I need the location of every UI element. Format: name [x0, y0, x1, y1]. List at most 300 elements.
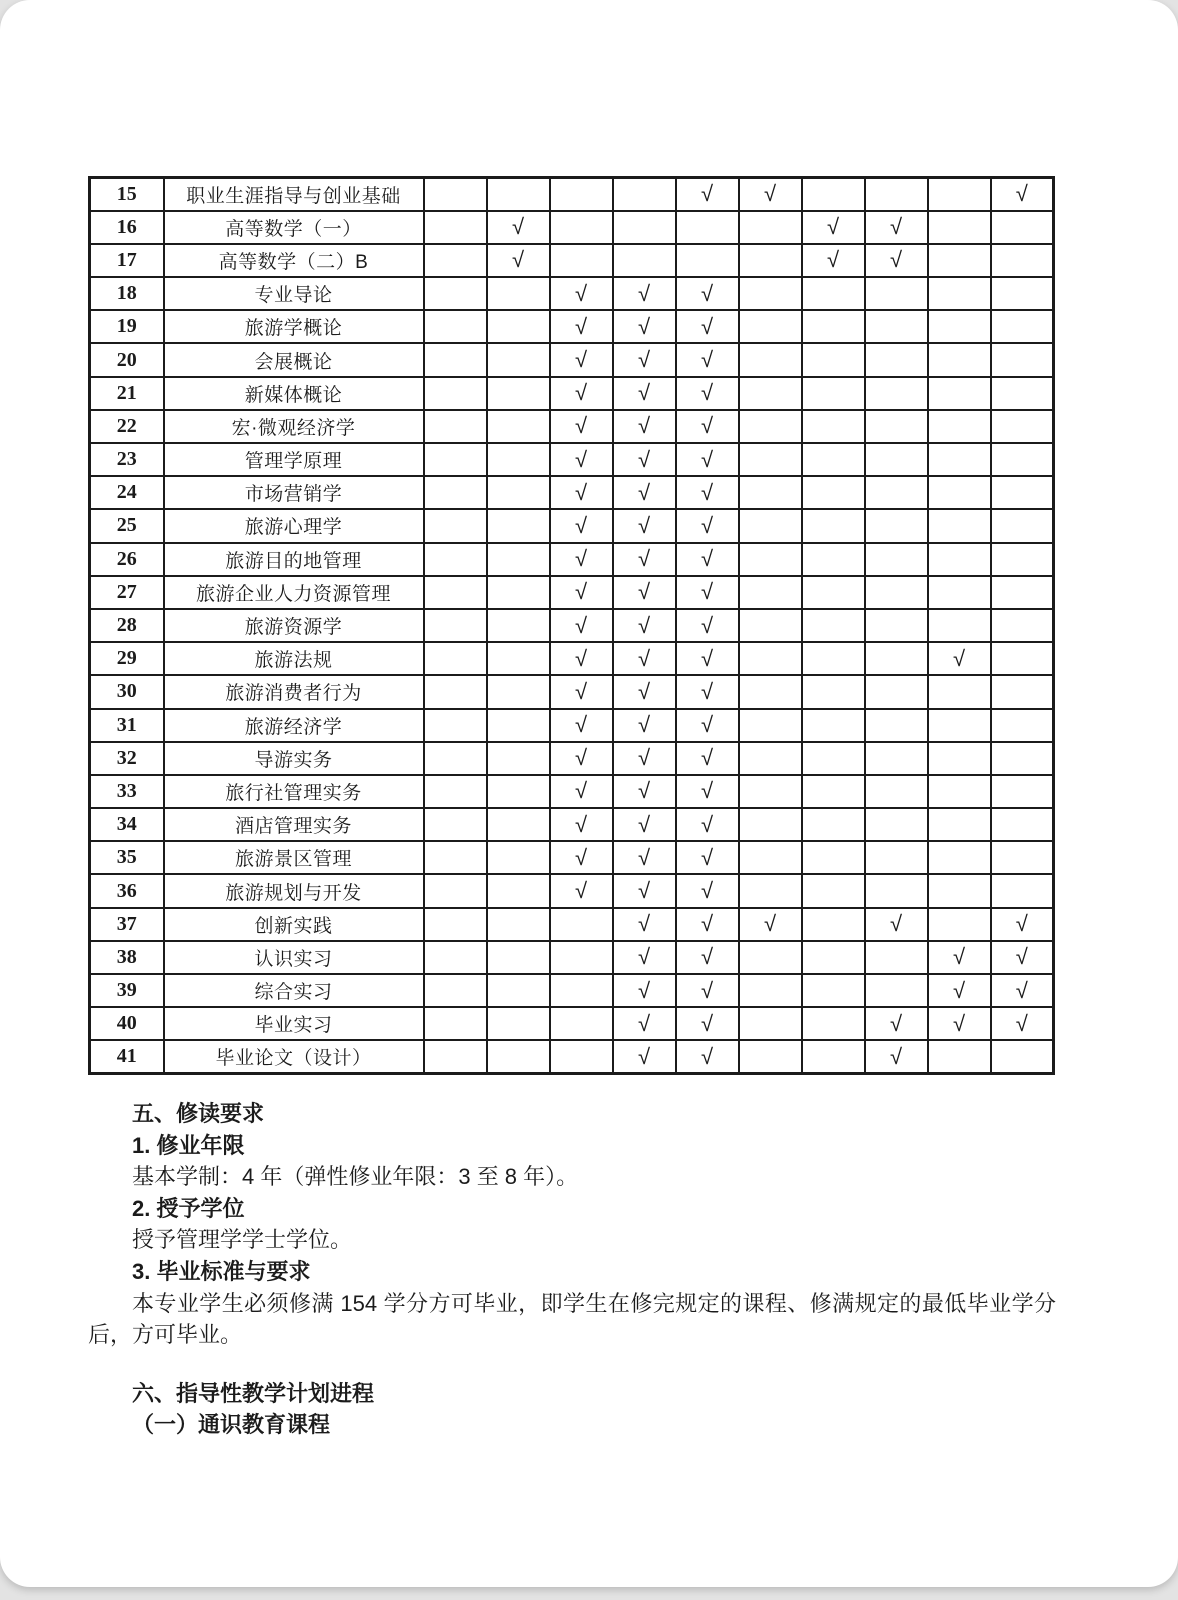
empty-cell	[928, 277, 991, 310]
checkmark-cell: √	[613, 742, 676, 775]
section6-sub1-heading: （一）通识教育课程	[132, 1412, 331, 1438]
course-number-cell: 30	[90, 675, 164, 708]
checkmark-cell: √	[676, 874, 739, 907]
empty-cell	[928, 908, 991, 941]
empty-cell	[739, 609, 802, 642]
course-number-cell: 23	[90, 443, 164, 476]
empty-cell	[928, 343, 991, 376]
empty-cell	[424, 410, 487, 443]
empty-cell	[802, 1040, 865, 1073]
course-name-cell: 毕业论文（设计）	[164, 1040, 424, 1073]
empty-cell	[991, 576, 1054, 609]
empty-cell	[487, 709, 550, 742]
checkmark-cell: √	[928, 642, 991, 675]
empty-cell	[991, 742, 1054, 775]
checkmark-cell: √	[613, 277, 676, 310]
empty-cell	[928, 244, 991, 277]
course-number-cell: 20	[90, 343, 164, 376]
empty-cell	[739, 244, 802, 277]
empty-cell	[802, 974, 865, 1007]
checkmark-cell: √	[613, 1040, 676, 1073]
section6-heading: 六、指导性教学计划进程	[132, 1380, 375, 1406]
empty-cell	[739, 1040, 802, 1073]
checkmark-cell: √	[676, 974, 739, 1007]
empty-cell	[487, 576, 550, 609]
empty-cell	[550, 1040, 613, 1073]
empty-cell	[424, 211, 487, 244]
table-row	[90, 642, 1054, 675]
empty-cell	[991, 1040, 1054, 1073]
empty-cell	[739, 808, 802, 841]
checkmark-cell: √	[550, 476, 613, 509]
checkmark-cell: √	[550, 277, 613, 310]
empty-cell	[802, 410, 865, 443]
course-number-cell: 37	[90, 908, 164, 941]
empty-cell	[802, 377, 865, 410]
empty-cell	[739, 941, 802, 974]
item1-study-years-heading: 1. 修业年限	[132, 1132, 245, 1158]
empty-cell	[802, 908, 865, 941]
course-name-cell: 市场营销学	[164, 476, 424, 509]
empty-cell	[487, 974, 550, 1007]
empty-cell	[487, 543, 550, 576]
empty-cell	[928, 211, 991, 244]
course-name-cell: 旅游经济学	[164, 709, 424, 742]
checkmark-cell: √	[802, 211, 865, 244]
requirements-section	[88, 1098, 1056, 1441]
checkmark-cell: √	[613, 443, 676, 476]
checkmark-cell: √	[676, 1040, 739, 1073]
empty-cell	[739, 343, 802, 376]
course-number-cell: 40	[90, 1007, 164, 1040]
table-row	[90, 941, 1054, 974]
empty-cell	[613, 211, 676, 244]
course-name-cell: 旅游目的地管理	[164, 543, 424, 576]
empty-cell	[865, 974, 928, 1007]
checkmark-cell: √	[865, 1040, 928, 1073]
course-name-cell: 旅游消费者行为	[164, 675, 424, 708]
course-number-cell: 33	[90, 775, 164, 808]
empty-cell	[802, 609, 865, 642]
empty-cell	[802, 808, 865, 841]
empty-cell	[865, 476, 928, 509]
checkmark-cell: √	[550, 642, 613, 675]
table-row	[90, 874, 1054, 907]
empty-cell	[802, 742, 865, 775]
empty-cell	[991, 476, 1054, 509]
empty-cell	[928, 178, 991, 211]
checkmark-cell: √	[865, 908, 928, 941]
empty-cell	[991, 343, 1054, 376]
course-table-body	[90, 178, 1054, 1074]
curriculum-table-wrap	[88, 176, 1055, 1075]
empty-cell	[865, 808, 928, 841]
checkmark-cell: √	[676, 476, 739, 509]
checkmark-cell: √	[676, 343, 739, 376]
empty-cell	[487, 178, 550, 211]
empty-cell	[865, 775, 928, 808]
checkmark-cell: √	[550, 841, 613, 874]
checkmark-cell: √	[991, 974, 1054, 1007]
empty-cell	[739, 874, 802, 907]
empty-cell	[991, 509, 1054, 542]
empty-cell	[739, 410, 802, 443]
empty-cell	[802, 675, 865, 708]
checkmark-cell: √	[613, 609, 676, 642]
checkmark-cell: √	[676, 908, 739, 941]
table-row	[90, 509, 1054, 542]
empty-cell	[424, 841, 487, 874]
empty-cell	[424, 277, 487, 310]
empty-cell	[739, 576, 802, 609]
course-name-cell: 毕业实习	[164, 1007, 424, 1040]
course-number-cell: 26	[90, 543, 164, 576]
empty-cell	[550, 974, 613, 1007]
table-row	[90, 775, 1054, 808]
checkmark-cell: √	[550, 410, 613, 443]
course-name-cell: 专业导论	[164, 277, 424, 310]
checkmark-cell: √	[550, 509, 613, 542]
table-row	[90, 1007, 1054, 1040]
empty-cell	[424, 244, 487, 277]
empty-cell	[928, 1040, 991, 1073]
empty-cell	[928, 543, 991, 576]
table-row	[90, 476, 1054, 509]
checkmark-cell: √	[550, 775, 613, 808]
checkmark-cell: √	[550, 576, 613, 609]
course-name-cell: 综合实习	[164, 974, 424, 1007]
table-row	[90, 609, 1054, 642]
empty-cell	[487, 609, 550, 642]
empty-cell	[550, 178, 613, 211]
checkmark-cell: √	[613, 576, 676, 609]
course-name-cell: 酒店管理实务	[164, 808, 424, 841]
checkmark-cell: √	[928, 941, 991, 974]
checkmark-cell: √	[991, 908, 1054, 941]
empty-cell	[613, 178, 676, 211]
course-number-cell: 25	[90, 509, 164, 542]
course-number-cell: 28	[90, 609, 164, 642]
empty-cell	[424, 642, 487, 675]
empty-cell	[802, 576, 865, 609]
empty-cell	[424, 874, 487, 907]
course-name-cell: 高等数学（二）B	[164, 244, 424, 277]
empty-cell	[865, 642, 928, 675]
empty-cell	[928, 709, 991, 742]
empty-cell	[676, 244, 739, 277]
course-number-cell: 29	[90, 642, 164, 675]
checkmark-cell: √	[550, 609, 613, 642]
empty-cell	[802, 841, 865, 874]
empty-cell	[865, 543, 928, 576]
empty-cell	[487, 841, 550, 874]
empty-cell	[487, 1040, 550, 1073]
checkmark-cell: √	[550, 675, 613, 708]
empty-cell	[487, 1007, 550, 1040]
empty-cell	[865, 509, 928, 542]
empty-cell	[550, 941, 613, 974]
empty-cell	[676, 211, 739, 244]
empty-cell	[487, 277, 550, 310]
checkmark-cell: √	[550, 874, 613, 907]
empty-cell	[928, 841, 991, 874]
checkmark-cell: √	[676, 709, 739, 742]
empty-cell	[550, 908, 613, 941]
course-name-cell: 旅游企业人力资源管理	[164, 576, 424, 609]
table-row	[90, 974, 1054, 1007]
checkmark-cell: √	[676, 443, 739, 476]
empty-cell	[739, 642, 802, 675]
empty-cell	[802, 642, 865, 675]
empty-cell	[865, 310, 928, 343]
empty-cell	[613, 244, 676, 277]
course-name-cell: 新媒体概论	[164, 377, 424, 410]
empty-cell	[739, 775, 802, 808]
table-row	[90, 277, 1054, 310]
course-number-cell: 17	[90, 244, 164, 277]
empty-cell	[865, 675, 928, 708]
table-row	[90, 808, 1054, 841]
checkmark-cell: √	[676, 377, 739, 410]
empty-cell	[802, 476, 865, 509]
empty-cell	[739, 310, 802, 343]
checkmark-cell: √	[802, 244, 865, 277]
checkmark-cell: √	[865, 244, 928, 277]
course-name-cell: 旅游法规	[164, 642, 424, 675]
empty-cell	[739, 443, 802, 476]
checkmark-cell: √	[550, 742, 613, 775]
empty-cell	[928, 509, 991, 542]
checkmark-cell: √	[739, 178, 802, 211]
course-number-cell: 18	[90, 277, 164, 310]
empty-cell	[424, 675, 487, 708]
empty-cell	[991, 543, 1054, 576]
course-name-cell: 管理学原理	[164, 443, 424, 476]
table-row	[90, 1040, 1054, 1073]
empty-cell	[991, 443, 1054, 476]
empty-cell	[802, 709, 865, 742]
checkmark-cell: √	[676, 675, 739, 708]
empty-cell	[865, 874, 928, 907]
checkmark-cell: √	[676, 609, 739, 642]
empty-cell	[739, 277, 802, 310]
checkmark-cell: √	[991, 941, 1054, 974]
course-number-cell: 15	[90, 178, 164, 211]
empty-cell	[991, 841, 1054, 874]
empty-cell	[424, 443, 487, 476]
empty-cell	[928, 609, 991, 642]
checkmark-cell: √	[613, 808, 676, 841]
empty-cell	[487, 410, 550, 443]
checkmark-cell: √	[550, 709, 613, 742]
empty-cell	[424, 476, 487, 509]
checkmark-cell: √	[613, 642, 676, 675]
empty-cell	[739, 841, 802, 874]
empty-cell	[865, 709, 928, 742]
empty-cell	[991, 675, 1054, 708]
checkmark-cell: √	[928, 1007, 991, 1040]
checkmark-cell: √	[676, 576, 739, 609]
course-number-cell: 31	[90, 709, 164, 742]
empty-cell	[550, 1007, 613, 1040]
item3-graduation-heading: 3. 毕业标准与要求	[132, 1258, 311, 1284]
table-row	[90, 576, 1054, 609]
checkmark-cell: √	[865, 1007, 928, 1040]
checkmark-cell: √	[613, 709, 676, 742]
course-name-cell: 职业生涯指导与创业基础	[164, 178, 424, 211]
empty-cell	[991, 709, 1054, 742]
empty-cell	[802, 178, 865, 211]
empty-cell	[928, 410, 991, 443]
checkmark-cell: √	[487, 244, 550, 277]
table-row	[90, 377, 1054, 410]
empty-cell	[991, 874, 1054, 907]
empty-cell	[424, 908, 487, 941]
course-name-cell: 导游实务	[164, 742, 424, 775]
checkmark-cell: √	[550, 808, 613, 841]
empty-cell	[739, 675, 802, 708]
empty-cell	[991, 310, 1054, 343]
checkmark-cell: √	[676, 841, 739, 874]
empty-cell	[865, 178, 928, 211]
checkmark-cell: √	[550, 343, 613, 376]
empty-cell	[424, 974, 487, 1007]
checkmark-cell: √	[928, 974, 991, 1007]
course-name-cell: 旅游资源学	[164, 609, 424, 642]
course-number-cell: 41	[90, 1040, 164, 1073]
empty-cell	[424, 808, 487, 841]
empty-cell	[487, 509, 550, 542]
course-number-cell: 32	[90, 742, 164, 775]
empty-cell	[802, 343, 865, 376]
course-number-cell: 36	[90, 874, 164, 907]
checkmark-cell: √	[613, 410, 676, 443]
table-row	[90, 178, 1054, 211]
empty-cell	[424, 377, 487, 410]
course-name-cell: 高等数学（一）	[164, 211, 424, 244]
course-number-cell: 16	[90, 211, 164, 244]
empty-cell	[739, 709, 802, 742]
table-row	[90, 410, 1054, 443]
course-number-cell: 39	[90, 974, 164, 1007]
empty-cell	[865, 841, 928, 874]
empty-cell	[739, 543, 802, 576]
checkmark-cell: √	[676, 543, 739, 576]
empty-cell	[928, 377, 991, 410]
course-number-cell: 22	[90, 410, 164, 443]
empty-cell	[802, 1007, 865, 1040]
item2-degree-body: 授予管理学学士学位。	[132, 1227, 353, 1253]
empty-cell	[487, 675, 550, 708]
table-row	[90, 908, 1054, 941]
course-name-cell: 旅游景区管理	[164, 841, 424, 874]
course-name-cell: 旅游规划与开发	[164, 874, 424, 907]
checkmark-cell: √	[676, 509, 739, 542]
table-row	[90, 211, 1054, 244]
empty-cell	[739, 509, 802, 542]
course-name-cell: 认识实习	[164, 941, 424, 974]
table-row	[90, 742, 1054, 775]
empty-cell	[991, 808, 1054, 841]
empty-cell	[424, 1040, 487, 1073]
checkmark-cell: √	[613, 310, 676, 343]
empty-cell	[424, 775, 487, 808]
empty-cell	[424, 742, 487, 775]
checkmark-cell: √	[613, 675, 676, 708]
empty-cell	[739, 974, 802, 1007]
empty-cell	[802, 509, 865, 542]
empty-cell	[487, 642, 550, 675]
checkmark-cell: √	[613, 974, 676, 1007]
empty-cell	[487, 941, 550, 974]
item3-graduation-body: 本专业学生必须修满 154 学分方可毕业，即学生在修完规定的课程、修满规定的最低毕业学分后，方可毕业。	[88, 1290, 1056, 1348]
course-number-cell: 21	[90, 377, 164, 410]
table-row	[90, 543, 1054, 576]
checkmark-cell: √	[613, 543, 676, 576]
empty-cell	[424, 543, 487, 576]
empty-cell	[487, 343, 550, 376]
table-row	[90, 443, 1054, 476]
checkmark-cell: √	[676, 310, 739, 343]
course-checklist-table	[88, 176, 1055, 1075]
empty-cell	[802, 443, 865, 476]
checkmark-cell: √	[613, 1007, 676, 1040]
empty-cell	[991, 377, 1054, 410]
checkmark-cell: √	[865, 211, 928, 244]
checkmark-cell: √	[676, 1007, 739, 1040]
empty-cell	[865, 742, 928, 775]
checkmark-cell: √	[991, 1007, 1054, 1040]
empty-cell	[487, 310, 550, 343]
empty-cell	[865, 941, 928, 974]
empty-cell	[928, 775, 991, 808]
empty-cell	[487, 775, 550, 808]
checkmark-cell: √	[487, 211, 550, 244]
empty-cell	[424, 941, 487, 974]
checkmark-cell: √	[676, 742, 739, 775]
empty-cell	[802, 310, 865, 343]
empty-cell	[424, 310, 487, 343]
empty-cell	[739, 377, 802, 410]
course-name-cell: 宏·微观经济学	[164, 410, 424, 443]
empty-cell	[865, 377, 928, 410]
empty-cell	[928, 576, 991, 609]
empty-cell	[991, 642, 1054, 675]
empty-cell	[865, 576, 928, 609]
checkmark-cell: √	[613, 377, 676, 410]
empty-cell	[991, 244, 1054, 277]
item1-study-years-body: 基本学制：4 年（弹性修业年限：3 至 8 年）。	[132, 1164, 579, 1190]
empty-cell	[487, 443, 550, 476]
empty-cell	[424, 1007, 487, 1040]
checkmark-cell: √	[613, 509, 676, 542]
empty-cell	[865, 277, 928, 310]
course-number-cell: 19	[90, 310, 164, 343]
checkmark-cell: √	[550, 543, 613, 576]
empty-cell	[802, 874, 865, 907]
checkmark-cell: √	[676, 277, 739, 310]
checkmark-cell: √	[613, 874, 676, 907]
checkmark-cell: √	[676, 410, 739, 443]
empty-cell	[991, 410, 1054, 443]
empty-cell	[928, 742, 991, 775]
empty-cell	[928, 808, 991, 841]
empty-cell	[487, 874, 550, 907]
checkmark-cell: √	[550, 377, 613, 410]
empty-cell	[487, 377, 550, 410]
checkmark-cell: √	[613, 775, 676, 808]
table-row	[90, 310, 1054, 343]
